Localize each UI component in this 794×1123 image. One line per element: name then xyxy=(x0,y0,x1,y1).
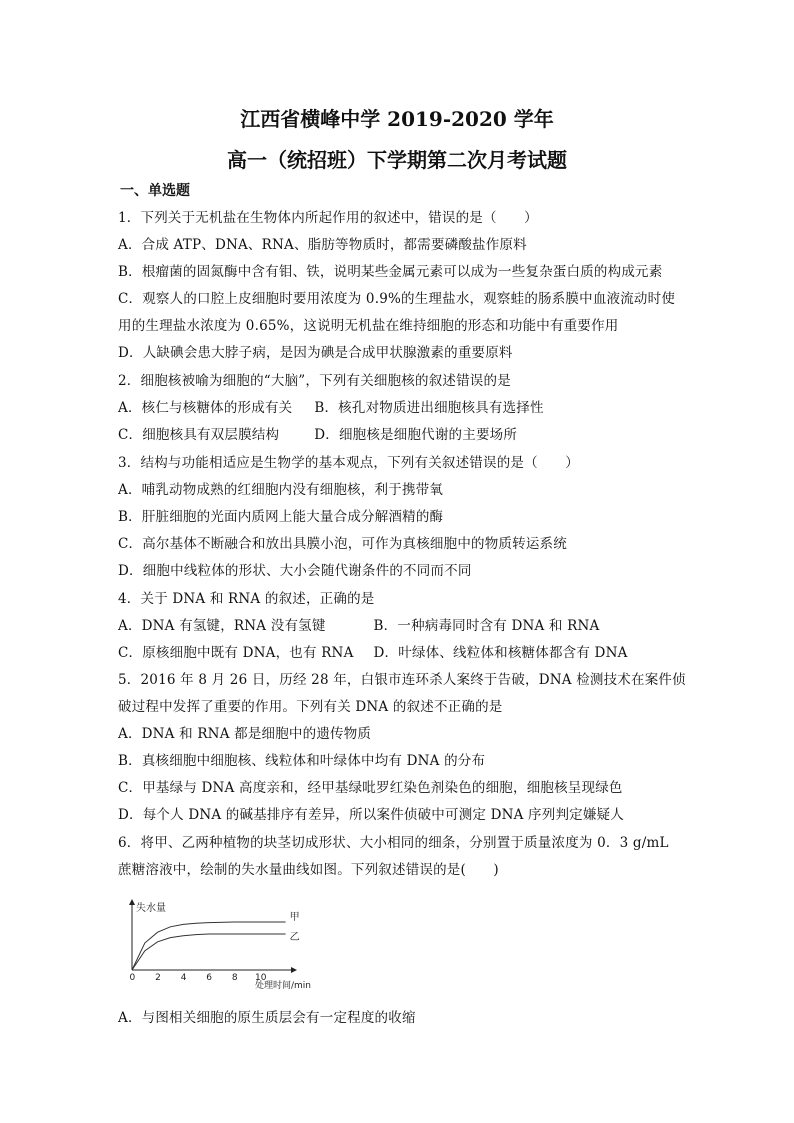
q1-stem: 1．下列关于无机盐在生物体内所起作用的叙述中，错误的是（ ） xyxy=(118,210,538,226)
q6-option-a: A．与图相关细胞的原生质层会有一定程度的收缩 xyxy=(118,1010,416,1026)
q4-options-cd xyxy=(118,641,628,661)
q1-option-b: B．根瘤菌的固氮酶中含有钼、铁，说明某些金属元素可以成为一些复杂蛋白质的构成元素 xyxy=(118,264,663,280)
q2-stem: 2．细胞核被喻为细胞的“大脑”，下列有关细胞核的叙述错误的是 xyxy=(118,373,511,389)
q1-option-d: D．人缺碘会患大脖子病，是因为碘是合成甲状腺激素的重要原料 xyxy=(118,345,513,361)
q2-option-d: D．细胞核是细胞代谢的主要场所 xyxy=(314,427,518,443)
exam-title: 江西省横峰中学 2019-2020 学年 xyxy=(240,107,554,131)
series-line-2 xyxy=(132,934,286,970)
q3-option-a: A．哺乳动物成熟的红细胞内没有细胞核，利于携带氧 xyxy=(118,482,444,498)
series-label-2: 乙 xyxy=(289,932,300,943)
q5-option-b: B．真核细胞中细胞核、线粒体和叶绿体中均有 DNA 的分布 xyxy=(118,753,486,769)
exam-subtitle: 高一（统招班）下学期第二次月考试题 xyxy=(227,148,567,172)
x-tick-label: 2 xyxy=(155,973,161,983)
q3-stem: 3．结构与功能相适应是生物学的基本观点，下列有关叙述错误的是（ ） xyxy=(118,455,579,471)
q2-option-a: A．核仁与核糖体的形成有关 xyxy=(118,400,293,416)
water-loss-chart xyxy=(118,896,328,996)
q2-options-ab xyxy=(118,396,544,416)
q4-options-ab xyxy=(118,614,599,634)
q5-option-a: A．DNA 和 RNA 都是细胞中的遗传物质 xyxy=(118,726,372,742)
q1-option-c-line1: C．观察人的口腔上皮细胞时要用浓度为 0.9%的生理盐水，观察蛙的肠系膜中血液流动时使 xyxy=(118,291,676,307)
q5-option-d: D．每个人 DNA 的碱基排序有差异，所以案件侦破中可测定 DNA 序列判定嫌疑人 xyxy=(118,807,624,823)
x-axis-label: 处理时间/min xyxy=(255,981,312,991)
q1-option-a: A．合成 ATP、DNA、RNA、脂肪等物质时，都需要磷酸盐作原料 xyxy=(118,237,527,253)
q4-stem: 4．关于 DNA 和 RNA 的叙述，正确的是 xyxy=(118,591,375,607)
x-tick-label: 10 xyxy=(255,973,267,983)
q4-option-c: C．原核细胞中既有 DNA，也有 RNA xyxy=(118,645,354,661)
q5-option-c: C．甲基绿与 DNA 高度亲和，经甲基绿吡罗红染色剂染色的细胞，细胞核呈现绿色 xyxy=(118,780,623,796)
q3-option-c: C．高尔基体不断融合和放出具膜小泡，可作为真核细胞中的物质转运系统 xyxy=(118,536,567,552)
series-line-1 xyxy=(132,922,286,970)
q2-options-cd xyxy=(118,423,517,443)
q5-stem-line2: 破过程中发挥了重要的作用。下列有关 DNA 的叙述不正确的是 xyxy=(118,699,503,715)
section-heading: 一、单选题 xyxy=(120,183,190,199)
q1-option-c-line2: 用的生理盐水浓度为 0.65%，这说明无机盐在维持细胞的形态和功能中有重要作用 xyxy=(118,318,619,334)
q3-option-d: D．细胞中线粒体的形状、大小会随代谢条件的不同而不同 xyxy=(118,563,472,579)
q2-option-b: B．核孔对物质进出细胞核具有选择性 xyxy=(314,400,544,416)
q4-option-d: D．叶绿体、线粒体和核糖体都含有 DNA xyxy=(373,645,628,661)
y-axis-label: 失水量 xyxy=(136,903,166,914)
q2-option-c: C．细胞核具有双层膜结构 xyxy=(118,427,280,443)
q4-option-b: B．一种病毒同时含有 DNA 和 RNA xyxy=(373,618,600,634)
q6-stem-line2: 蔗糖溶液中，绘制的失水量曲线如图。下列叙述错误的是( ) xyxy=(118,862,499,878)
q6-stem-line1: 6．将甲、乙两种植物的块茎切成形状、大小相同的细条，分别置于质量浓度为 0．3 g/mL xyxy=(118,835,669,851)
series-label-1: 甲 xyxy=(289,912,300,923)
x-tick-label: 6 xyxy=(206,973,213,983)
q5-stem-line1: 5．2016 年 8 月 26 日，历经 28 年，白银市连环杀人案终于告破，DNA 检测技术在案件侦 xyxy=(118,672,686,688)
x-tick-label: 0 xyxy=(129,973,136,983)
q4-option-a: A．DNA 有氢键，RNA 没有氢键 xyxy=(118,618,326,634)
q3-option-b: B．肝脏细胞的光面内质网上能大量合成分解酒精的酶 xyxy=(118,509,444,525)
x-tick-label: 4 xyxy=(180,973,187,983)
x-tick-label: 8 xyxy=(231,973,238,983)
